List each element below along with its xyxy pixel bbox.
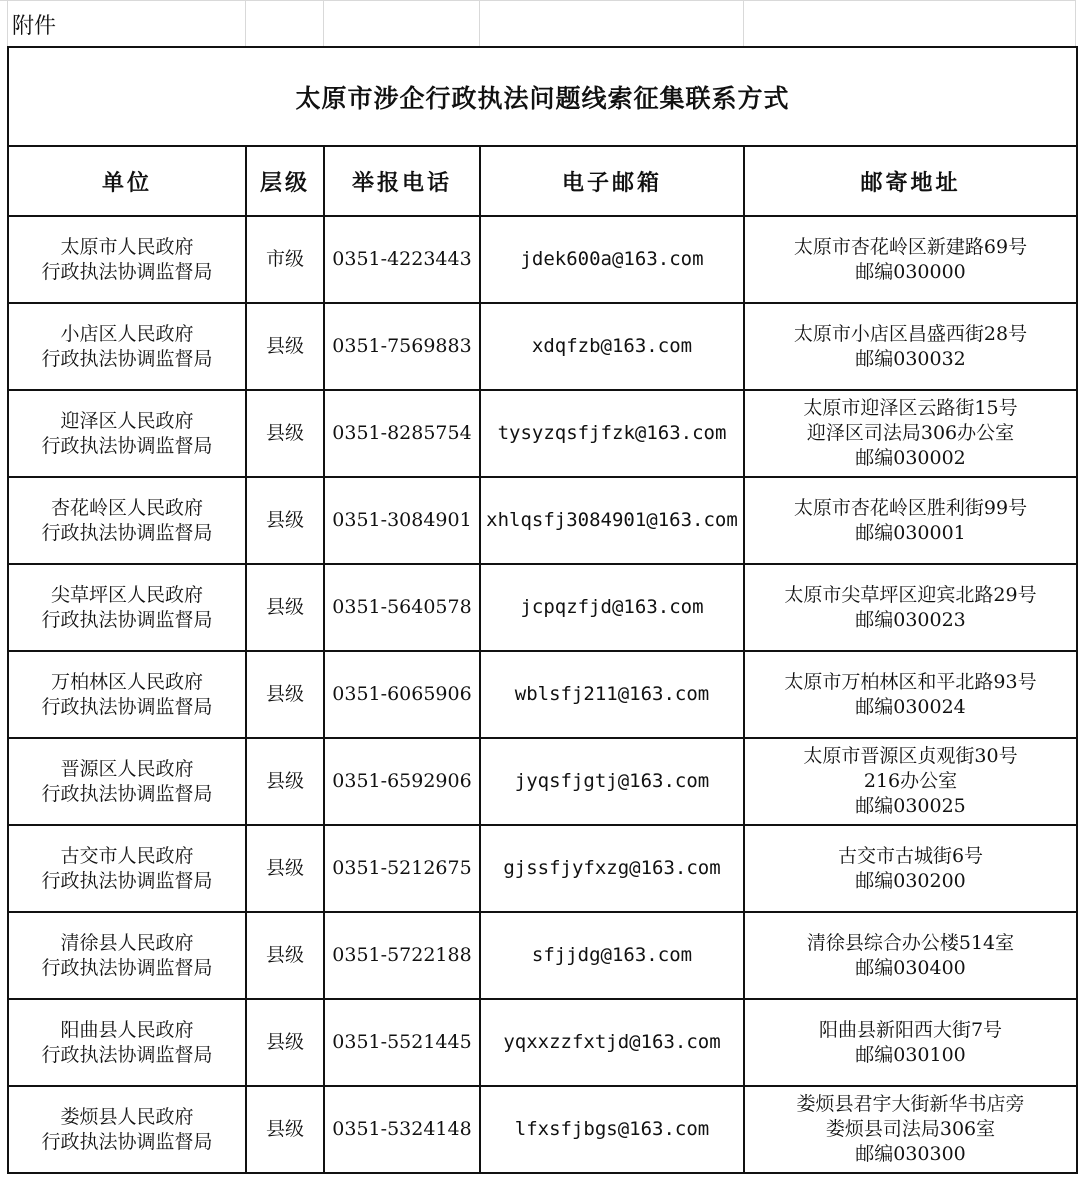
- cell-level: 县级: [246, 651, 324, 738]
- unit-line: 古交市人民政府: [60, 844, 194, 867]
- cell-email: jyqsfjgtj@163.com: [480, 738, 744, 825]
- address-line: 邮编030000: [855, 260, 966, 283]
- cell-phone: 0351-6065906: [324, 651, 480, 738]
- gridline: [7, 0, 8, 46]
- address-line: 太原市迎泽区云路街15号: [803, 397, 1018, 419]
- cell-address: [744, 1086, 1077, 1173]
- cell-address: [744, 390, 1077, 477]
- unit-line: 行政执法协调监督局: [41, 608, 213, 631]
- unit-line: 行政执法协调监督局: [41, 521, 213, 544]
- header-unit: 单位: [8, 146, 246, 216]
- cell-email: xhlqsfj3084901@163.com: [480, 477, 744, 564]
- header-row: [8, 146, 1077, 216]
- address-line: 邮编030024: [855, 695, 966, 718]
- contact-table: [7, 46, 1078, 1174]
- unit-line: 迎泽区人民政府: [60, 409, 194, 432]
- cell-level: 县级: [246, 825, 324, 912]
- cell-email: tysyzqsfjfzk@163.com: [480, 390, 744, 477]
- cell-phone: 0351-8285754: [324, 390, 480, 477]
- cell-phone: 0351-5212675: [324, 825, 480, 912]
- unit-line: 小店区人民政府: [60, 322, 194, 345]
- cell-level: 县级: [246, 303, 324, 390]
- gridline: [1075, 0, 1076, 46]
- unit-line: 阳曲县人民政府: [60, 1018, 194, 1041]
- table-row: [8, 477, 1077, 564]
- address-line: 邮编030400: [855, 956, 966, 979]
- cell-phone: 0351-5521445: [324, 999, 480, 1086]
- unit-line: 行政执法协调监督局: [41, 1043, 213, 1066]
- cell-address: [744, 738, 1077, 825]
- gridline: [0, 0, 1076, 1]
- address-line: 娄烦县司法局306室: [825, 1118, 996, 1140]
- table-row: [8, 1086, 1077, 1173]
- cell-address: [744, 651, 1077, 738]
- unit-line: 行政执法协调监督局: [41, 695, 213, 718]
- header-phone: 举报电话: [324, 146, 480, 216]
- cell-phone: 0351-5722188: [324, 912, 480, 999]
- cell-level: 县级: [246, 738, 324, 825]
- cell-address: [744, 564, 1077, 651]
- cell-address: [744, 216, 1077, 303]
- cell-phone: 0351-4223443: [324, 216, 480, 303]
- table-row: [8, 738, 1077, 825]
- cell-address: [744, 477, 1077, 564]
- cell-email: lfxsfjbgs@163.com: [480, 1086, 744, 1173]
- cell-phone: 0351-6592906: [324, 738, 480, 825]
- cell-address: [744, 825, 1077, 912]
- attachment-label: 附件: [12, 14, 57, 39]
- unit-line: 杏花岭区人民政府: [50, 496, 203, 519]
- gridline: [245, 0, 246, 46]
- header-level: 层级: [246, 146, 324, 216]
- cell-phone: 0351-5640578: [324, 564, 480, 651]
- cell-address: [744, 912, 1077, 999]
- cell-unit: [8, 390, 246, 477]
- cell-level: 县级: [246, 477, 324, 564]
- cell-address: [744, 303, 1077, 390]
- cell-email: yqxxzzfxtjd@163.com: [480, 999, 744, 1086]
- address-line: 太原市晋源区贞观街30号: [803, 745, 1018, 767]
- unit-line: 尖草坪区人民政府: [50, 583, 203, 606]
- address-line: 迎泽区司法局306办公室: [806, 422, 1015, 444]
- cell-email: jdek600a@163.com: [480, 216, 744, 303]
- table-row: [8, 390, 1077, 477]
- cell-unit: [8, 738, 246, 825]
- unit-line: 万柏林区人民政府: [50, 670, 203, 693]
- cell-email: xdqfzb@163.com: [480, 303, 744, 390]
- address-line: 邮编030200: [855, 869, 966, 892]
- cell-address: [744, 999, 1077, 1086]
- table-row: [8, 651, 1077, 738]
- unit-line: 行政执法协调监督局: [41, 956, 213, 979]
- cell-phone: 0351-5324148: [324, 1086, 480, 1173]
- address-line: 216办公室: [863, 770, 958, 792]
- cell-level: 县级: [246, 390, 324, 477]
- unit-line: 行政执法协调监督局: [41, 1130, 213, 1153]
- address-line: 邮编030025: [855, 795, 966, 817]
- gridline: [743, 0, 744, 46]
- address-line: 邮编030023: [855, 608, 966, 631]
- table-row: [8, 216, 1077, 303]
- cell-unit: [8, 825, 246, 912]
- table-row: [8, 912, 1077, 999]
- address-line: 太原市小店区昌盛西街28号: [793, 322, 1028, 345]
- address-line: 太原市万柏林区和平北路93号: [784, 670, 1037, 693]
- cell-unit: [8, 999, 246, 1086]
- header-address: 邮寄地址: [744, 146, 1077, 216]
- cell-level: 县级: [246, 999, 324, 1086]
- unit-line: 行政执法协调监督局: [41, 260, 213, 283]
- address-line: 太原市杏花岭区新建路69号: [793, 235, 1028, 258]
- cell-email: jcpqzfjd@163.com: [480, 564, 744, 651]
- address-line: 邮编030002: [855, 447, 966, 469]
- address-line: 邮编030100: [855, 1043, 966, 1066]
- address-line: 邮编030300: [855, 1143, 966, 1165]
- gridline: [323, 0, 324, 46]
- unit-line: 清徐县人民政府: [60, 931, 194, 954]
- cell-unit: [8, 651, 246, 738]
- address-line: 阳曲县新阳西大街7号: [818, 1018, 1003, 1041]
- cell-email: gjssfjyfxzg@163.com: [480, 825, 744, 912]
- cell-level: 县级: [246, 1086, 324, 1173]
- cell-email: wblsfj211@163.com: [480, 651, 744, 738]
- cell-unit: [8, 303, 246, 390]
- unit-line: 行政执法协调监督局: [41, 782, 213, 805]
- unit-line: 行政执法协调监督局: [41, 869, 213, 892]
- cell-unit: [8, 564, 246, 651]
- table-row: [8, 303, 1077, 390]
- cell-level: 市级: [246, 216, 324, 303]
- attachment-header-row: [0, 0, 1076, 46]
- cell-unit: [8, 477, 246, 564]
- unit-line: 娄烦县人民政府: [60, 1105, 194, 1128]
- address-line: 邮编030001: [855, 521, 966, 544]
- address-line: 娄烦县君宇大街新华书店旁: [796, 1093, 1025, 1115]
- unit-line: 太原市人民政府: [60, 235, 194, 258]
- cell-unit: [8, 1086, 246, 1173]
- gridline: [479, 0, 480, 46]
- cell-level: 县级: [246, 564, 324, 651]
- table-row: [8, 564, 1077, 651]
- cell-phone: 0351-3084901: [324, 477, 480, 564]
- unit-line: 行政执法协调监督局: [41, 434, 213, 457]
- address-line: 邮编030032: [855, 347, 966, 370]
- cell-unit: [8, 216, 246, 303]
- cell-phone: 0351-7569883: [324, 303, 480, 390]
- address-line: 太原市尖草坪区迎宾北路29号: [784, 583, 1037, 606]
- table-body: [8, 216, 1077, 1173]
- address-line: 太原市杏花岭区胜利街99号: [793, 496, 1028, 519]
- cell-email: sfjjdg@163.com: [480, 912, 744, 999]
- table-title: 太原市涉企行政执法问题线索征集联系方式: [8, 47, 1077, 146]
- address-line: 清徐县综合办公楼514室: [806, 931, 1015, 954]
- header-email: 电子邮箱: [480, 146, 744, 216]
- table-row: [8, 999, 1077, 1086]
- table-row: [8, 825, 1077, 912]
- address-line: 古交市古城街6号: [837, 844, 984, 867]
- unit-line: 行政执法协调监督局: [41, 347, 213, 370]
- cell-unit: [8, 912, 246, 999]
- cell-level: 县级: [246, 912, 324, 999]
- unit-line: 晋源区人民政府: [60, 757, 194, 780]
